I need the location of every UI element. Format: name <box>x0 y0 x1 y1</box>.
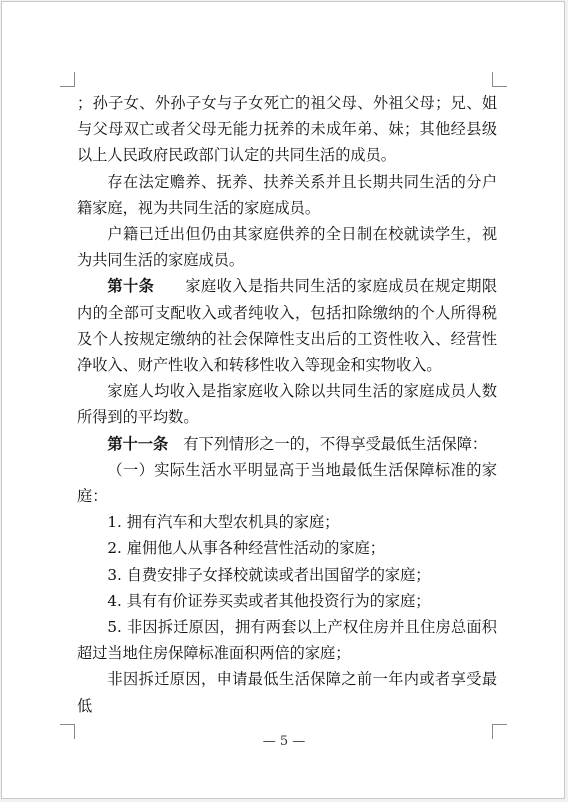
paragraph-text: 1. 拥有汽车和大型农机具的家庭； <box>107 513 340 532</box>
paragraph-text: 3. 自费安排子女择校就读或者出国留学的家庭； <box>107 565 431 584</box>
paragraph <box>77 378 497 430</box>
paragraph <box>77 535 497 561</box>
paragraph <box>77 588 497 614</box>
document-body <box>77 90 497 719</box>
paragraph <box>77 614 497 666</box>
paragraph <box>77 562 497 588</box>
paragraph-text: 存在法定赡养、抚养、扶养关系并且长期共同生活的分户籍家庭，视为共同生活的家庭成员。 <box>77 172 497 217</box>
paragraph-text: 户籍已迁出但仍由其家庭供养的全日制在校就读学生，视为共同生活的家庭成员。 <box>77 225 497 270</box>
paragraph-text: （一）实际生活水平明显高于当地最低生活保障标准的家庭： <box>77 460 497 506</box>
document-page <box>1 1 565 799</box>
paragraph <box>77 169 497 221</box>
paragraph-text: 家庭收入是指共同生活的家庭成员在规定期限内的全部可支配收入或者纯收入，包括扣除缴纳的个人所得税及个人按规定缴纳的社会保障性支出后的工资性收入、经营性净收入、财产性收入和转移性收入等现金和实物收入。 <box>77 277 498 375</box>
paragraph <box>77 273 497 378</box>
crop-mark-top-left <box>60 72 75 87</box>
crop-mark-top-right <box>492 72 507 87</box>
page-number: — 5 — <box>262 734 306 749</box>
article-label: 第十条 <box>107 277 155 296</box>
paragraph-text: 4. 具有有价证券买卖或者其他投资行为的家庭； <box>107 591 431 610</box>
paragraph-text: 非因拆迁原因，申请最低生活保障之前一年内或者享受最低 <box>77 670 497 715</box>
paragraph <box>77 221 497 273</box>
article-label: 第十一条 <box>107 434 169 453</box>
paragraph-text: 家庭人均收入是指家庭收入除以共同生活的家庭成员人数所得到的平均数。 <box>77 382 497 427</box>
paragraph <box>77 431 497 457</box>
paragraph <box>77 90 497 169</box>
paragraph-text: 2. 雇佣他人从事各种经营性活动的家庭； <box>107 539 385 558</box>
paragraph <box>77 666 497 718</box>
paragraph <box>77 457 497 509</box>
paragraph-text: ；孙子女、外孙子女与子女死亡的祖父母、外祖父母；兄、姐与父母双亡或者父母无能力抚养的未成年弟、妹；其他经县级以上人民政府民政部门认定的共同生活的成员。 <box>77 94 497 165</box>
paragraph <box>77 509 497 535</box>
paragraph-text: 5. 非因拆迁原因，拥有两套以上产权住房并且住房总面积超过当地住房保障标准面积两倍的家庭； <box>77 618 497 663</box>
paragraph-text: 有下列情形之一的，不得享受最低生活保障： <box>183 434 488 453</box>
